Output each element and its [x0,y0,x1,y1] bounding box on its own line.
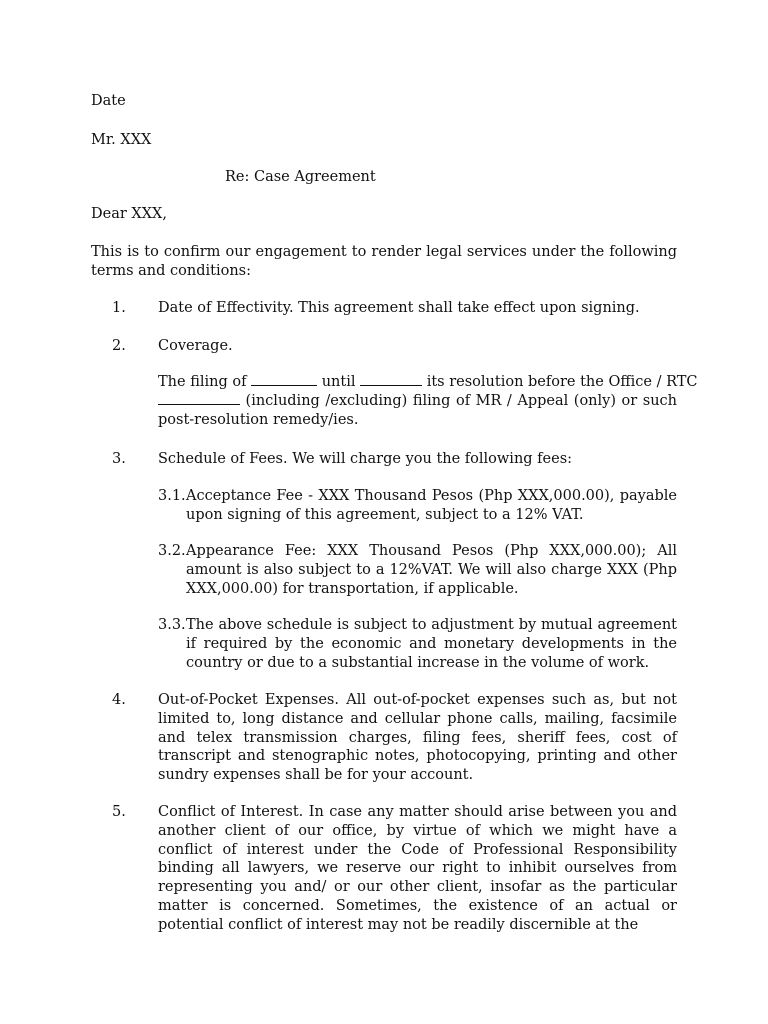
item-number: 5. [112,804,126,820]
coverage-paragraph [158,373,698,429]
salutation-line: Dear XXX, [91,206,167,222]
item-number: 1. [112,300,126,316]
date-line: Date [91,93,126,109]
item-number: 3. [112,451,126,467]
item-effectivity: Date of Effectivity. This agreement shall take effect upon signing. [158,300,640,316]
item-conflict-of-interest: Conflict of Interest. In case any matter should arise between you and another client of our office, by virtue of which we might have a conflict of interest under the Code of Professional Responsibility binding all lawyers, we reserve our right to inhibit ourselves from representing you and/ or our other client, insofar as the particular matter is concerned. Sometimes, the existence of an actual or potential conflict of interest may not be readily discernible at the [158,804,677,933]
coverage-blank-2 [360,373,422,386]
addressee-line: Mr. XXX [91,132,152,148]
item-out-of-pocket: Out-of-Pocket Expenses. All out-of-pocket expenses such as, but not limited to, long distance and cellular phone calls, mailing, facsimile and telex transmission charges, filing fees, sheriff fees, cost of transcript and stenographic notes, photocopying, printing and other sundry expenses shall be for your account. [158,692,677,784]
item-schedule-heading: Schedule of Fees. We will charge you the following fees: [158,451,573,467]
item-number: 4. [112,692,126,708]
item-coverage-heading: Coverage. [158,338,233,354]
subitem-number: 3.2. [158,543,186,559]
coverage-blank-1 [251,373,317,386]
subitem-number: 3.1. [158,488,186,504]
subitem-adjustment: The above schedule is subject to adjustment by mutual agreement if required by the economic and monetary developments in the country or due to a substantial increase in the volume of work. [186,617,677,671]
re-line: Re: Case Agreement [225,169,376,185]
coverage-text-part3: its resolution before the Office / RTC [426,374,698,390]
coverage-text-part4: (including /excluding) filing of MR / Appeal (only) or such post-resolution remedy/ies. [158,392,677,428]
coverage-text-part2: until [321,374,356,390]
subitem-number: 3.3. [158,617,186,633]
subitem-appearance-fee: Appearance Fee: XXX Thousand Pesos (Php XXX,000.00); All amount is also subject to a 12%VAT. We will also charge XXX (Php XXX,000.00) for transportation, if applicable. [186,543,677,597]
intro-paragraph: This is to confirm our engagement to render legal services under the following terms and conditions: [91,244,677,279]
subitem-acceptance-fee: Acceptance Fee - XXX Thousand Pesos (Php XXX,000.00), payable upon signing of this agreement, subject to a 12% VAT. [186,488,677,523]
coverage-text-part1: The filing of [158,374,247,390]
coverage-blank-3 [158,392,240,405]
item-number: 2. [112,338,126,354]
